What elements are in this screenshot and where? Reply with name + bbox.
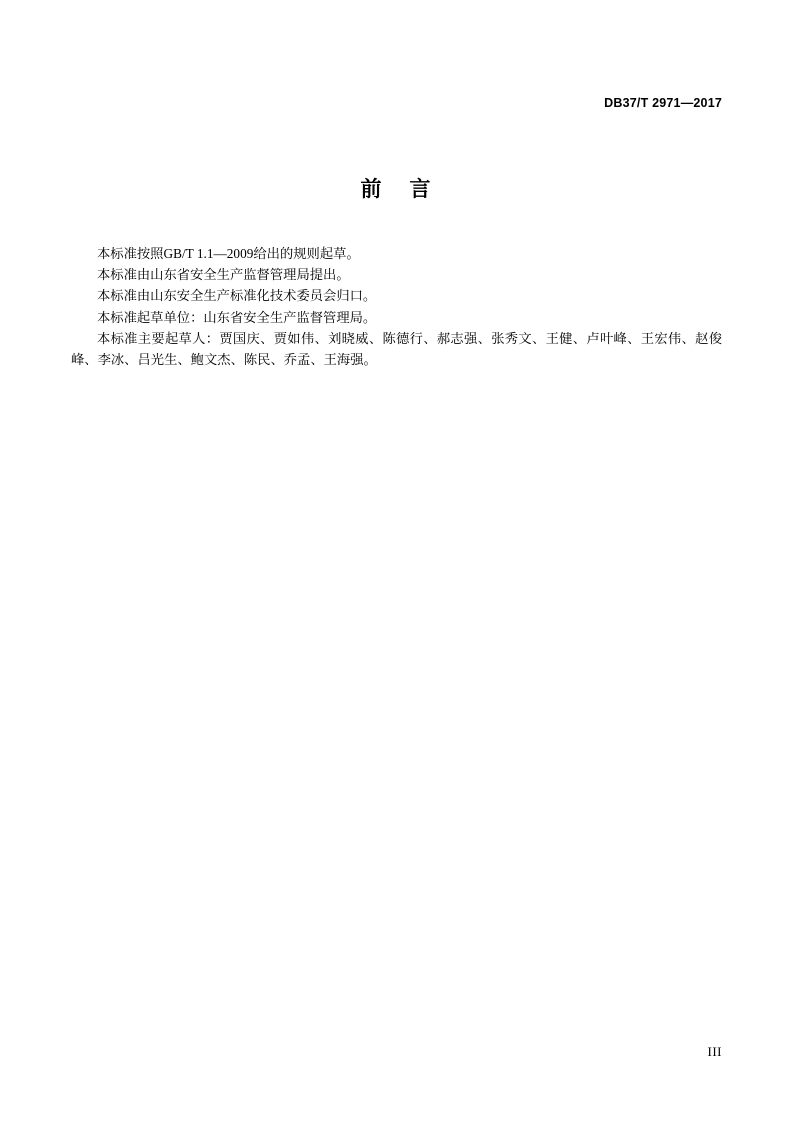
page-title — [0, 173, 793, 203]
page-number: III — [707, 1044, 722, 1059]
foreword-paragraph: 本标准由山东省安全生产监督管理局提出。 — [97, 267, 350, 283]
foreword-body — [71, 243, 722, 370]
foreword-paragraph: 本标准起草单位：山东省安全生产监督管理局。 — [97, 309, 377, 325]
page-header-standard-code: DB37/T 2971—2017 — [604, 96, 722, 110]
foreword-paragraph: 本标准由山东安全生产标准化技术委员会归口。 — [97, 288, 377, 304]
page-title-char-1: 前 — [360, 176, 384, 201]
foreword-paragraph: 本标准按照GB/T 1.1—2009给出的规则起草。 — [97, 246, 360, 261]
page-title-char-2: 言 — [409, 176, 433, 201]
foreword-paragraph: 本标准主要起草人：贾国庆、贾如伟、刘晓威、陈德行、郝志强、张秀文、王健、卢叶峰、王宏伟、赵俊峰、李冰、吕光生、鲍文杰、陈民、乔孟、王海强。 — [71, 330, 722, 368]
